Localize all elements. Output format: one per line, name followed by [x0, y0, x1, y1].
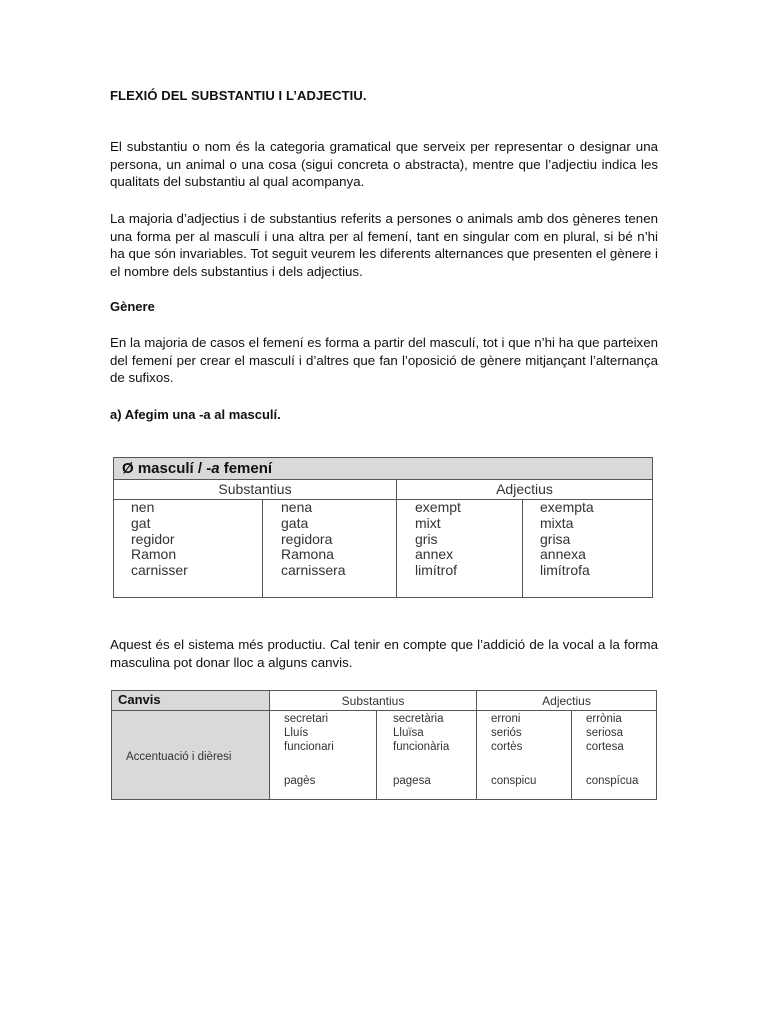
table1-col-sub-masc: [114, 500, 263, 597]
table-cell: pagesa: [393, 775, 431, 787]
table-cell: seriosa: [586, 727, 624, 739]
table-cell: limítrof: [415, 562, 457, 579]
table2-header-substantius: Substantius: [270, 691, 477, 711]
table-cell: Ramon: [131, 546, 177, 563]
table-cell: regidora: [281, 530, 333, 547]
table-cell: cortesa: [586, 741, 624, 753]
table-cell: annexa: [540, 546, 586, 563]
table-cell: Ramona: [281, 546, 334, 563]
table-cell: exempta: [540, 499, 594, 515]
table1-col-sub-fem: [263, 500, 397, 597]
table2-col-adj-masc: [477, 711, 572, 799]
table-cell: exempt: [415, 499, 461, 515]
table-cell: nen: [131, 499, 155, 515]
table-cell: mixt: [415, 514, 441, 531]
table1-header-substantius: Substantius: [114, 480, 397, 500]
table2-caption: Canvis: [118, 692, 161, 707]
table2-row-label: Accentuació i dièresi: [126, 751, 232, 763]
table-cell: seriós: [491, 727, 522, 739]
paragraph-intro: El substantiu o nom és la categoria gramatical que serveix per representar o designar una persona, un animal o una cosa (sigui concreta o abstracta), mentre que l’adjectiu indica les qualitats del substantiu al qual acompanya.: [110, 139, 658, 190]
table-cell: mixta: [540, 514, 574, 531]
table-cell: gris: [415, 530, 438, 547]
table1-col-adj-fem: [523, 500, 652, 597]
table-cell: carnisser: [131, 562, 188, 579]
table1-caption: [114, 458, 652, 480]
table-cell: cortès: [491, 741, 523, 753]
table2-label-column: [112, 691, 270, 799]
table2-col-sub-fem: [377, 711, 477, 799]
table-cell: gata: [281, 514, 309, 531]
table-cell: grisa: [540, 530, 571, 547]
table2-col-sub-masc: [270, 711, 377, 799]
table1-header-adjectius: Adjectius: [397, 480, 652, 500]
table2-caption-divider: [112, 710, 270, 711]
table2-header-adjectius: Adjectius: [477, 691, 656, 711]
table1-caption-prefix: Ø masculí / -: [122, 460, 212, 477]
table-cell: Lluïsa: [393, 727, 424, 739]
table-cell: carnissera: [281, 562, 346, 579]
table1-col-adj-masc: [397, 500, 523, 597]
table-cell: secretari: [284, 713, 329, 725]
paragraph-feminine: En la majoria de casos el femení es forma a partir del masculí, tot i que n’hi ha que parteixen del femení per crear el masculí i d’altres que fan l’oposició de gènere mitjançant l’alternança de sufixos.: [110, 335, 658, 386]
document-title: FLEXIÓ DEL SUBSTANTIU I L’ADJECTIU.: [110, 88, 367, 103]
table-cell: erroni: [491, 713, 521, 725]
table-cell: gat: [131, 514, 151, 531]
table-cell: limítrofa: [540, 562, 590, 579]
table-cell: annex: [415, 546, 454, 563]
table-cell: Lluís: [284, 727, 309, 739]
table-cell: regidor: [131, 530, 175, 547]
heading-genere: Gènere: [110, 299, 155, 314]
table-masculine-feminine: [113, 457, 653, 598]
table-cell: conspicu: [491, 775, 537, 787]
table-cell: pagès: [284, 775, 316, 787]
table1-caption-suffix: femení: [219, 460, 273, 477]
table-cell: conspícua: [586, 775, 639, 787]
table-canvis: [111, 690, 657, 800]
table-cell: secretària: [393, 713, 444, 725]
table-cell: funcionària: [393, 741, 450, 753]
table2-col-adj-fem: [572, 711, 656, 799]
table1-caption-italic: a: [211, 460, 220, 477]
heading-section-a: a) Afegim una -a al masculí.: [110, 407, 281, 422]
paragraph-genders: La majoria d’adjectius i de substantius referits a persones o animals amb dos gèneres tenen una forma per al masculí i una altra per al femení, tant en singular com en plural, si bé n’hi ha que són invariables. Tot seguit veurem les diferents alternances que presenten el gènere i el nombre dels substantius i dels adjectius.: [110, 211, 658, 279]
paragraph-productive: Aquest és el sistema més productiu. Cal tenir en compte que l’addició de la vocal a la forma masculina pot donar lloc a alguns canvis.: [110, 637, 658, 670]
table-cell: errònia: [586, 713, 622, 725]
table-cell: funcionari: [284, 741, 334, 753]
table-cell: nena: [281, 499, 313, 515]
